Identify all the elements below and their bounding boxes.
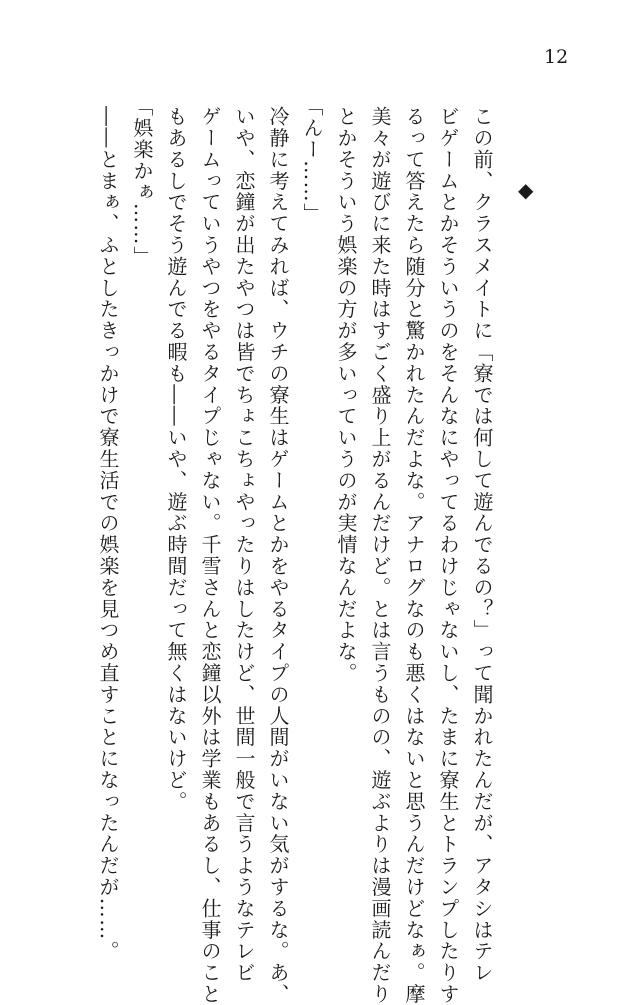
text-column-6: 「んー……」 (300, 96, 324, 225)
text-column-1: この前、クラスメイトに「寮では何して遊んでるの？」って聞かれたんだが、アタシはテレ (470, 106, 494, 984)
text-column-12: ――とまぁ、ふとしたきっかけで寮生活での娯楽を見つめ直すことになったんだが……。 (96, 106, 120, 962)
text-column-11: 「娯楽かぁ……」 (130, 96, 154, 268)
text-column-8: いや、恋鐘が出たやつは皆でちょこちょやったりはしたけど、世間一般で言うようなテレビ (232, 106, 256, 984)
text-column-5: とかそういう娯楽の方が多いっていうのが実情なんだよな。 (334, 106, 358, 684)
page-number: 12 (544, 46, 569, 68)
text-column-4: 美々が遊びに来た時はすごく盛り上がるんだけど。とは言うものの、遊ぶよりは漫画読んだり (368, 106, 392, 1005)
text-column-10: もあるしでそう遊んでる暇も――いや、遊ぶ時間だって無くはないけど。 (164, 106, 188, 813)
text-column-9: ゲームっていうやつをやるタイプじゃない。千雪さんと恋鐘以外は学業もあるし、仕事のこと (198, 106, 222, 1005)
section-ornament-icon: ◆ (518, 178, 534, 202)
text-column-7: 冷静に考えてみれば、ウチの寮生はゲームとかをやるタイプの人間がいない気がするな。あ、 (266, 106, 290, 1005)
text-column-3: るって答えたら随分と驚かれたんだよな。アナログなのも悪くはないと思うんだけどなぁ。摩 (402, 106, 426, 1005)
text-column-2: ビゲームとかそういうのをそんなにやってるわけじゃないし、たまに寮生とトランプしたりす (436, 106, 460, 1005)
